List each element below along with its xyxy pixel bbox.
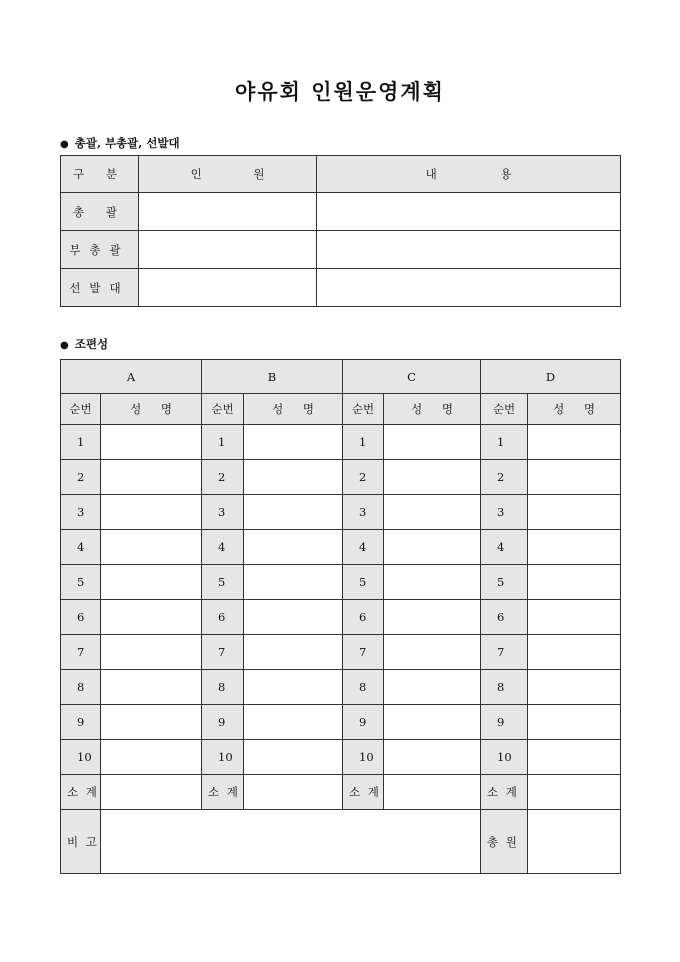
bullet-icon: ● bbox=[60, 139, 69, 150]
order-number: 3 bbox=[61, 495, 101, 530]
section-heading-teams bbox=[60, 336, 108, 352]
leadership-table bbox=[60, 155, 621, 307]
name-header: 성 명 bbox=[528, 394, 621, 425]
order-number: 1 bbox=[481, 425, 528, 460]
content-cell[interactable] bbox=[317, 193, 621, 231]
name-cell[interactable] bbox=[528, 740, 621, 775]
table-row bbox=[61, 193, 621, 231]
order-number: 10 bbox=[61, 740, 101, 775]
table-header-row bbox=[61, 156, 621, 193]
row-label-general: 총 괄 bbox=[61, 193, 139, 231]
order-number: 10 bbox=[343, 740, 384, 775]
order-number: 5 bbox=[202, 565, 244, 600]
name-cell[interactable] bbox=[101, 670, 202, 705]
column-header-row bbox=[61, 394, 621, 425]
order-number: 10 bbox=[202, 740, 244, 775]
order-number: 2 bbox=[343, 460, 384, 495]
name-cell[interactable] bbox=[244, 425, 343, 460]
table-row bbox=[61, 740, 621, 775]
name-header: 성 명 bbox=[244, 394, 343, 425]
header-people: 인 원 bbox=[139, 156, 317, 193]
table-row bbox=[61, 269, 621, 307]
team-table bbox=[60, 359, 621, 874]
name-cell[interactable] bbox=[384, 425, 481, 460]
name-cell[interactable] bbox=[244, 705, 343, 740]
order-header: 순번 bbox=[343, 394, 384, 425]
order-number: 3 bbox=[481, 495, 528, 530]
order-number: 7 bbox=[202, 635, 244, 670]
name-cell[interactable] bbox=[101, 740, 202, 775]
order-header: 순번 bbox=[481, 394, 528, 425]
name-cell[interactable] bbox=[528, 425, 621, 460]
name-cell[interactable] bbox=[384, 740, 481, 775]
header-content: 내 용 bbox=[317, 156, 621, 193]
team-a-header: A bbox=[61, 360, 202, 394]
name-cell[interactable] bbox=[528, 530, 621, 565]
order-number: 6 bbox=[202, 600, 244, 635]
name-cell[interactable] bbox=[244, 635, 343, 670]
order-number: 8 bbox=[343, 670, 384, 705]
order-number: 6 bbox=[481, 600, 528, 635]
subtotal-label: 소 계 bbox=[61, 775, 101, 810]
row-label-deputy: 부총괄 bbox=[61, 231, 139, 269]
row-label-advance: 선발대 bbox=[61, 269, 139, 307]
name-cell[interactable] bbox=[101, 460, 202, 495]
subtotal-label: 소 계 bbox=[343, 775, 384, 810]
remark-label: 비 고 bbox=[61, 810, 101, 874]
team-b-header: B bbox=[202, 360, 343, 394]
order-number: 5 bbox=[481, 565, 528, 600]
table-row bbox=[61, 600, 621, 635]
name-cell[interactable] bbox=[384, 600, 481, 635]
name-cell[interactable] bbox=[244, 530, 343, 565]
section-heading-text: 조편성 bbox=[74, 337, 109, 351]
subtotal-label: 소 계 bbox=[202, 775, 244, 810]
subtotal-row bbox=[61, 775, 621, 810]
table-row bbox=[61, 495, 621, 530]
name-cell[interactable] bbox=[244, 670, 343, 705]
order-number: 5 bbox=[61, 565, 101, 600]
name-cell[interactable] bbox=[384, 460, 481, 495]
team-header-row bbox=[61, 360, 621, 394]
name-cell[interactable] bbox=[101, 425, 202, 460]
order-number: 2 bbox=[202, 460, 244, 495]
name-cell[interactable] bbox=[528, 635, 621, 670]
order-number: 4 bbox=[481, 530, 528, 565]
order-header: 순번 bbox=[202, 394, 244, 425]
content-cell[interactable] bbox=[317, 231, 621, 269]
order-number: 8 bbox=[61, 670, 101, 705]
order-number: 1 bbox=[202, 425, 244, 460]
order-number: 8 bbox=[202, 670, 244, 705]
order-number: 9 bbox=[61, 705, 101, 740]
people-cell[interactable] bbox=[139, 231, 317, 269]
name-cell[interactable] bbox=[384, 705, 481, 740]
header-category: 구 분 bbox=[61, 156, 139, 193]
bullet-icon: ● bbox=[60, 340, 69, 351]
name-cell[interactable] bbox=[244, 460, 343, 495]
name-cell[interactable] bbox=[101, 565, 202, 600]
table-row bbox=[61, 460, 621, 495]
order-number: 9 bbox=[481, 705, 528, 740]
order-number: 9 bbox=[202, 705, 244, 740]
order-number: 2 bbox=[61, 460, 101, 495]
name-cell[interactable] bbox=[101, 600, 202, 635]
remark-cell[interactable] bbox=[101, 810, 481, 874]
table-row bbox=[61, 530, 621, 565]
order-header: 순번 bbox=[61, 394, 101, 425]
subtotal-cell[interactable] bbox=[384, 775, 481, 810]
name-cell[interactable] bbox=[244, 495, 343, 530]
name-cell[interactable] bbox=[101, 530, 202, 565]
order-number: 2 bbox=[481, 460, 528, 495]
name-cell[interactable] bbox=[528, 705, 621, 740]
subtotal-cell[interactable] bbox=[244, 775, 343, 810]
people-cell[interactable] bbox=[139, 193, 317, 231]
team-d-header: D bbox=[481, 360, 621, 394]
team-c-header: C bbox=[343, 360, 481, 394]
name-cell[interactable] bbox=[528, 600, 621, 635]
order-number: 3 bbox=[343, 495, 384, 530]
order-number: 9 bbox=[343, 705, 384, 740]
name-cell[interactable] bbox=[384, 635, 481, 670]
name-cell[interactable] bbox=[384, 565, 481, 600]
section-heading-leadership bbox=[60, 135, 180, 151]
order-number: 1 bbox=[343, 425, 384, 460]
name-cell[interactable] bbox=[244, 565, 343, 600]
table-row bbox=[61, 231, 621, 269]
order-number: 4 bbox=[202, 530, 244, 565]
order-number: 7 bbox=[343, 635, 384, 670]
table-row bbox=[61, 705, 621, 740]
order-number: 5 bbox=[343, 565, 384, 600]
name-cell[interactable] bbox=[528, 460, 621, 495]
name-cell[interactable] bbox=[528, 565, 621, 600]
name-cell[interactable] bbox=[244, 740, 343, 775]
people-cell[interactable] bbox=[139, 269, 317, 307]
name-cell[interactable] bbox=[101, 635, 202, 670]
name-cell[interactable] bbox=[384, 495, 481, 530]
order-number: 4 bbox=[61, 530, 101, 565]
order-number: 7 bbox=[481, 635, 528, 670]
name-header: 성 명 bbox=[384, 394, 481, 425]
order-number: 6 bbox=[343, 600, 384, 635]
table-row bbox=[61, 565, 621, 600]
remark-row bbox=[61, 810, 621, 874]
subtotal-cell[interactable] bbox=[528, 775, 621, 810]
name-header: 성 명 bbox=[101, 394, 202, 425]
name-cell[interactable] bbox=[384, 530, 481, 565]
table-row bbox=[61, 670, 621, 705]
subtotal-label: 소 계 bbox=[481, 775, 528, 810]
subtotal-cell[interactable] bbox=[101, 775, 202, 810]
name-cell[interactable] bbox=[384, 670, 481, 705]
name-cell[interactable] bbox=[528, 495, 621, 530]
name-cell[interactable] bbox=[101, 705, 202, 740]
total-cell[interactable] bbox=[528, 810, 621, 874]
name-cell[interactable] bbox=[528, 670, 621, 705]
name-cell[interactable] bbox=[244, 600, 343, 635]
order-number: 8 bbox=[481, 670, 528, 705]
order-number: 4 bbox=[343, 530, 384, 565]
order-number: 6 bbox=[61, 600, 101, 635]
content-cell[interactable] bbox=[317, 269, 621, 307]
order-number: 10 bbox=[481, 740, 528, 775]
section-heading-text: 총괄, 부총괄, 선발대 bbox=[74, 136, 180, 150]
page-title: 야유회 인원운영계획 bbox=[235, 79, 445, 104]
order-number: 7 bbox=[61, 635, 101, 670]
order-number: 3 bbox=[202, 495, 244, 530]
order-number: 1 bbox=[61, 425, 101, 460]
name-cell[interactable] bbox=[101, 495, 202, 530]
total-label: 총 원 bbox=[481, 810, 528, 874]
table-row bbox=[61, 425, 621, 460]
table-row bbox=[61, 635, 621, 670]
